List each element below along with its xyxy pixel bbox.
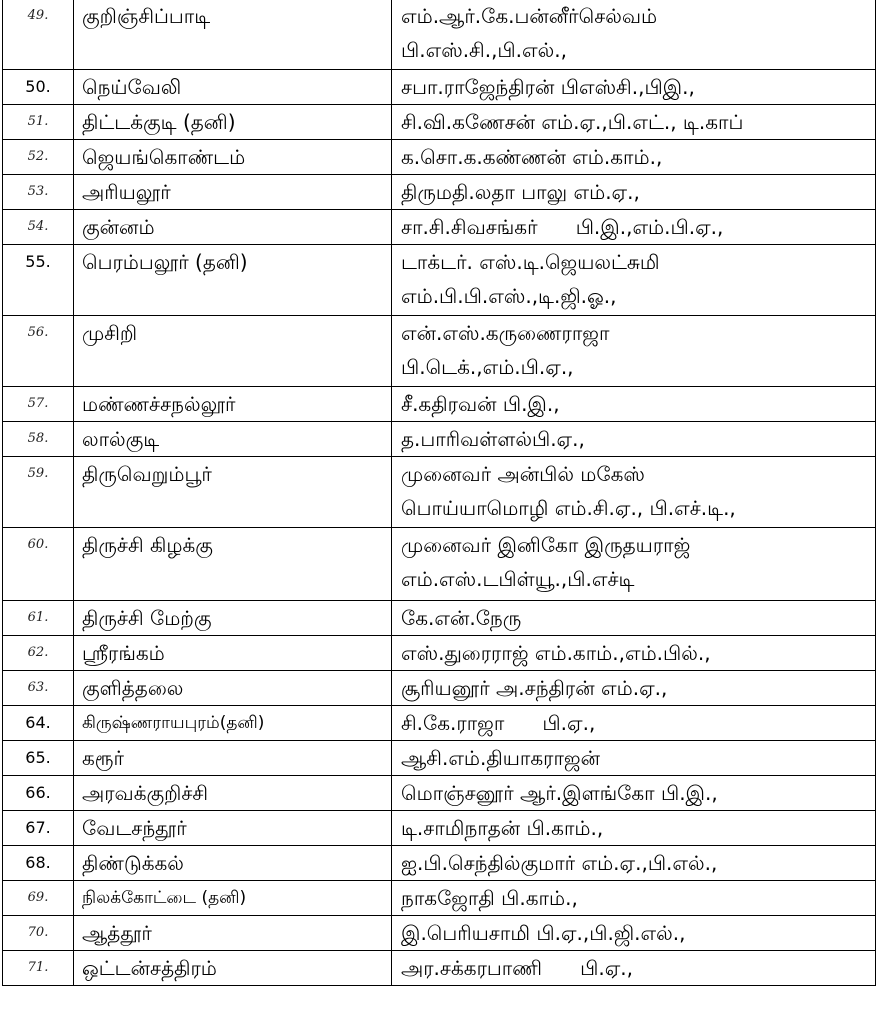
candidate-table	[2, 0, 876, 986]
row-number: 58.	[3, 422, 74, 457]
constituency-name: ஜெயங்கொண்டம்	[74, 140, 392, 175]
candidate-line: முனைவர் அன்பில் மகேஸ்	[401, 462, 645, 486]
constituency-name: திட்டக்குடி (தனி)	[74, 105, 392, 140]
table-row	[3, 0, 876, 70]
table-row	[3, 245, 876, 316]
table-row	[3, 671, 876, 706]
constituency-name: நெய்வேலி	[74, 70, 392, 105]
table-row	[3, 601, 876, 636]
constituency-name: முசிறி	[74, 316, 392, 387]
candidate-line: என்.எஸ்.கருணைராஜா	[401, 321, 610, 345]
candidate-name: சா.சி.சிவசங்கர் பி.இ.,எம்.பி.ஏ.,	[392, 210, 876, 245]
candidate-name	[392, 528, 876, 601]
table-row	[3, 776, 876, 811]
candidate-name: டி.சாமிநாதன் பி.காம்.,	[392, 811, 876, 846]
candidate-line: பி.டெக்.,எம்.பி.ஏ.,	[401, 355, 574, 379]
table-row	[3, 210, 876, 245]
row-number: 71.	[3, 951, 74, 986]
row-number: 62.	[3, 636, 74, 671]
candidate-line: பி.எஸ்.சி.,பி.எல்.,	[401, 38, 567, 62]
table-row	[3, 140, 876, 175]
row-number: 49.	[3, 0, 74, 70]
candidate-name: சபா.ராஜேந்திரன் பிஎஸ்சி.,பிஇ.,	[392, 70, 876, 105]
row-number: 66.	[3, 776, 74, 811]
candidate-line: முனைவர் இனிகோ இருதயராஜ்	[401, 533, 691, 557]
row-number: 50.	[3, 70, 74, 105]
table-row	[3, 636, 876, 671]
table-row	[3, 951, 876, 986]
constituency-name: அரவக்குறிச்சி	[74, 776, 392, 811]
table-row	[3, 706, 876, 741]
candidate-name: திருமதி.லதா பாலு எம்.ஏ.,	[392, 175, 876, 210]
candidate-name: அர.சக்கரபாணி பி.ஏ.,	[392, 951, 876, 986]
candidate-table-body	[3, 0, 876, 986]
constituency-name: குளித்தலை	[74, 671, 392, 706]
constituency-name: குறிஞ்சிப்பாடி	[74, 0, 392, 70]
candidate-name: இ.பெரியசாமி பி.ஏ.,பி.ஜி.எல்.,	[392, 916, 876, 951]
candidate-line: டாக்டர். எஸ்.டி.ஜெயலட்சுமி	[401, 250, 660, 274]
candidate-name: எஸ்.துரைராஜ் எம்.காம்.,எம்.பில்.,	[392, 636, 876, 671]
constituency-name: குன்னம்	[74, 210, 392, 245]
candidate-line: பொய்யாமொழி எம்.சி.ஏ., பி.எச்.டி.,	[401, 496, 736, 520]
table-row	[3, 741, 876, 776]
constituency-name: திருச்சி மேற்கு	[74, 601, 392, 636]
table-row	[3, 105, 876, 140]
row-number: 64.	[3, 706, 74, 741]
constituency-name: திருவெறும்பூர்	[74, 457, 392, 528]
table-row	[3, 175, 876, 210]
row-number: 65.	[3, 741, 74, 776]
table-row	[3, 916, 876, 951]
candidate-name: கே.என்.நேரு	[392, 601, 876, 636]
candidate-name: மொஞ்சனூர் ஆர்.இளங்கோ பி.இ.,	[392, 776, 876, 811]
row-number: 56.	[3, 316, 74, 387]
constituency-name: ஸ்ரீரங்கம்	[74, 636, 392, 671]
constituency-name: கிருஷ்ணராயபுரம்(தனி)	[74, 706, 392, 741]
constituency-name: கரூர்	[74, 741, 392, 776]
row-number: 59.	[3, 457, 74, 528]
table-row	[3, 316, 876, 387]
candidate-name: ஐ.பி.செந்தில்குமார் எம்.ஏ.,பி.எல்.,	[392, 846, 876, 881]
candidate-name: நாகஜோதி பி.காம்.,	[392, 881, 876, 916]
row-number: 60.	[3, 528, 74, 601]
row-number: 53.	[3, 175, 74, 210]
table-row	[3, 387, 876, 422]
constituency-name: திருச்சி கிழக்கு	[74, 528, 392, 601]
candidate-name	[392, 245, 876, 316]
candidate-name	[392, 0, 876, 70]
candidate-line: எம்.எஸ்.டபிள்யூ.,பி.எச்டி	[401, 567, 635, 591]
constituency-name: ஒட்டன்சத்திரம்	[74, 951, 392, 986]
table-row	[3, 811, 876, 846]
row-number: 52.	[3, 140, 74, 175]
candidate-name: சி.கே.ராஜா பி.ஏ.,	[392, 706, 876, 741]
row-number: 61.	[3, 601, 74, 636]
candidate-name: க.சொ.க.கண்ணன் எம்.காம்.,	[392, 140, 876, 175]
row-number: 55.	[3, 245, 74, 316]
constituency-name: நிலக்கோட்டை (தனி)	[74, 881, 392, 916]
candidate-name: த.பாரிவள்ளல்பி.ஏ.,	[392, 422, 876, 457]
row-number: 51.	[3, 105, 74, 140]
table-row	[3, 528, 876, 601]
constituency-name: லால்குடி	[74, 422, 392, 457]
constituency-name: மண்ணச்சநல்லூர்	[74, 387, 392, 422]
constituency-name: ஆத்தூர்	[74, 916, 392, 951]
constituency-name: வேடசந்தூர்	[74, 811, 392, 846]
table-row	[3, 457, 876, 528]
candidate-name: சூரியனூர் அ.சந்திரன் எம்.ஏ.,	[392, 671, 876, 706]
constituency-name: பெரம்பலூர் (தனி)	[74, 245, 392, 316]
candidate-name	[392, 457, 876, 528]
row-number: 69.	[3, 881, 74, 916]
row-number: 70.	[3, 916, 74, 951]
candidate-line: எம்.ஆர்.கே.பன்னீர்செல்வம்	[401, 4, 658, 28]
row-number: 67.	[3, 811, 74, 846]
row-number: 68.	[3, 846, 74, 881]
constituency-name: திண்டுக்கல்	[74, 846, 392, 881]
row-number: 57.	[3, 387, 74, 422]
constituency-name: அரியலூர்	[74, 175, 392, 210]
table-row	[3, 881, 876, 916]
candidate-name: சி.வி.கணேசன் எம்.ஏ.,பி.எட்., டி.காப்	[392, 105, 876, 140]
table-row	[3, 846, 876, 881]
table-row	[3, 422, 876, 457]
candidate-name	[392, 316, 876, 387]
candidate-name: ஆசி.எம்.தியாகராஜன்	[392, 741, 876, 776]
table-row	[3, 70, 876, 105]
candidate-name: சீ.கதிரவன் பி.இ.,	[392, 387, 876, 422]
row-number: 63.	[3, 671, 74, 706]
row-number: 54.	[3, 210, 74, 245]
candidate-line: எம்.பி.பி.எஸ்.,டி.ஜி.ஓ.,	[401, 284, 617, 308]
